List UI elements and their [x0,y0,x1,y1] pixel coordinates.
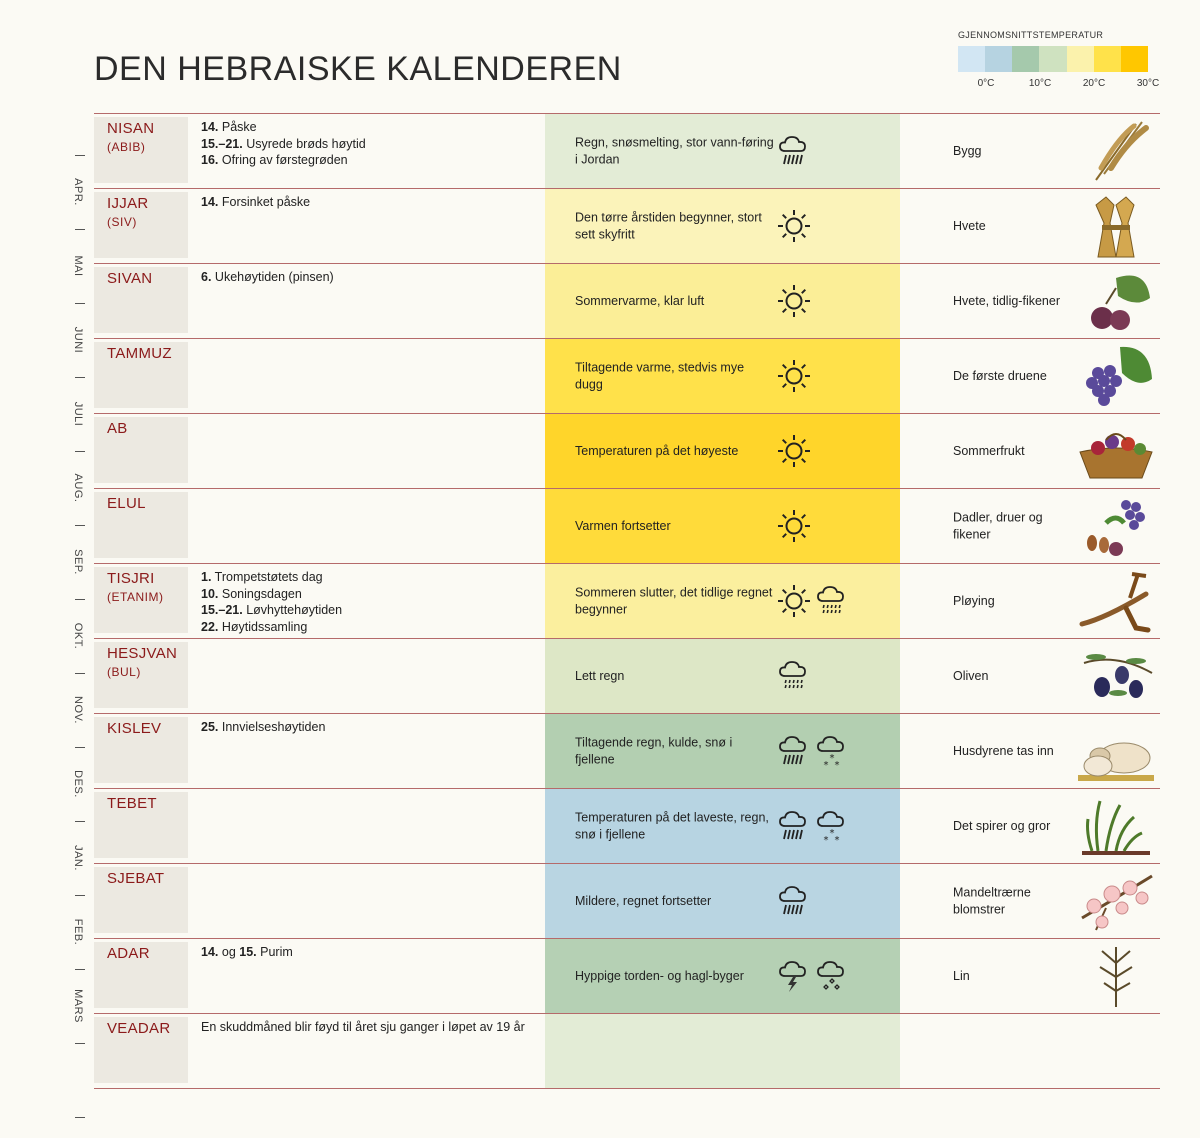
legend-title: GJENNOMSNITTSTEMPERATUR [958,30,1104,40]
weather-band [545,264,900,338]
light-rain-cloud-icon [815,584,849,618]
month-tick [75,155,85,156]
month-row [94,863,1160,938]
festival-text: Usyrede brøds høytid [242,136,366,151]
rain-cloud-icon [777,734,811,768]
light-rain-cloud-icon [777,659,811,693]
festival-date: 10. [201,586,219,601]
festival-date: 1. [201,570,212,584]
month-name: ADAR [107,945,150,962]
festival-text: og [218,945,240,959]
festival-text: Forsinket påske [218,195,311,209]
festival-date: 14. [201,945,219,959]
crop-description: Bygg [953,143,982,158]
gregorian-month-label: FEB. [72,918,84,946]
dates-grapes-icon [1076,493,1156,559]
weather-icons [777,434,811,468]
festival-date: 14. [201,120,219,134]
weather-band [545,414,900,488]
crop-description: Pløying [953,593,995,608]
gregorian-month-label: JULI [72,401,84,427]
gregorian-month-label: JUNI [72,326,84,354]
weather-band [545,564,900,638]
sun-icon [777,209,811,243]
festival-item [201,1019,541,1036]
sun-icon [777,584,811,618]
festival-item [201,569,541,586]
festival-list [201,719,541,736]
weather-band [545,789,900,863]
weather-band [545,489,900,563]
weather-icons [777,959,849,993]
crop-description: Husdyrene tas inn [953,743,1054,758]
sun-icon [777,434,811,468]
weather-description: Den tørre årstiden begynner, stort sett skyfritt [575,210,762,241]
gregorian-month-label: AUG. [72,473,84,503]
festival-list [201,944,541,961]
festival-text: Løvhyttehøytiden [242,603,343,617]
weather-icons [777,209,811,243]
festival-date: 15. [239,945,257,959]
month-tick [75,1043,85,1044]
festival-item [201,269,541,286]
month-tick [75,747,85,748]
legend-swatch [1094,46,1121,72]
crop-description: Det spirer og gror [953,818,1051,833]
weather-icons [777,884,811,918]
flax-icon [1076,943,1156,1009]
month-tick [75,451,85,452]
month-row [94,263,1160,338]
weather-band [545,1014,900,1088]
month-tick [75,599,85,600]
gregorian-month-label: APR. [72,178,84,206]
month-alt-name: (ABIB) [107,140,146,154]
crop-description: Oliven [953,668,989,683]
gregorian-month-scale [70,115,90,1080]
weather-icons [777,359,811,393]
weather-band [545,639,900,713]
legend-label-20: 20°C [1082,78,1106,89]
olives-icon [1076,643,1156,709]
fig-icon [1076,268,1156,334]
month-name: VEADAR [107,1020,171,1037]
month-row [94,713,1160,788]
crop-description: Mandeltrærne blomstrer [953,885,1031,916]
svg-text:*: * [829,753,835,764]
month-name: TISJRI [107,570,155,587]
festival-date: 16. [201,153,219,167]
fruit-basket-icon [1076,418,1156,484]
gregorian-month-label: MARS [72,989,84,1023]
month-tick [75,377,85,378]
festival-list [201,119,541,169]
legend-color-bar [958,46,1148,72]
weather-description: Mildere, regnet fortsetter [575,893,712,908]
month-name: TAMMUZ [107,345,172,362]
month-row [94,638,1160,713]
svg-text:*: * [823,835,829,843]
sheep-icon [1076,718,1156,784]
gregorian-month-label: JAN. [72,845,84,871]
crop-description: Sommerfrukt [953,443,1025,458]
rain-cloud-icon [777,884,811,918]
weather-description: Sommervarme, klar luft [575,293,705,308]
month-row [94,188,1160,263]
month-row [94,113,1160,188]
weather-description: Tiltagende regn, kulde, snø i fjellene [575,735,733,766]
barley-icon [1076,118,1156,184]
month-name: AB [107,420,128,437]
plough-icon [1076,568,1156,634]
month-name: SJEBAT [107,870,165,887]
gregorian-month-label: NOV. [72,696,84,724]
month-name: ELUL [107,495,146,512]
festival-date: 15.–21. [201,603,243,617]
temperature-legend [958,30,1158,92]
festival-text: Ukehøytiden (pinsen) [211,270,334,284]
hail-cloud-icon [815,959,849,993]
month-tick [75,229,85,230]
svg-text:*: * [823,760,829,768]
weather-icons [777,659,811,693]
weather-band [545,714,900,788]
svg-text:*: * [834,835,840,843]
crop-icon-empty [1076,1018,1156,1084]
gregorian-month-label: SEP. [72,549,84,575]
month-tick [75,821,85,822]
month-name: TEBET [107,795,157,812]
legend-swatch [958,46,985,72]
svg-text:*: * [834,760,840,768]
snow-cloud-icon [815,734,849,768]
weather-icons [777,734,849,768]
festival-text: En skuddmåned blir føyd til året sju ganger i løpet av 19 år [201,1020,525,1034]
festival-list [201,1019,541,1036]
festival-text: Høytidssamling [218,619,308,634]
month-tick [75,895,85,896]
page-title: DEN HEBRAISKE KALENDEREN [94,50,622,88]
festival-item [201,152,541,169]
gregorian-month-label: MAI [72,255,84,277]
festival-date: 6. [201,270,212,284]
legend-label-10: 10°C [1028,78,1052,89]
month-row [94,788,1160,863]
svg-text:*: * [829,828,835,839]
weather-description: Hyppige torden- og hagl-byger [575,968,744,983]
crop-description: Dadler, druer og fikener [953,510,1043,541]
festival-text: Påske [218,120,257,134]
festival-item [201,586,541,603]
month-row [94,1013,1160,1089]
weather-description: Temperaturen på det høyeste [575,443,739,458]
month-alt-name: (ETANIM) [107,590,164,604]
weather-band [545,114,900,188]
festival-list [201,194,541,211]
month-tick [75,525,85,526]
legend-swatch [985,46,1012,72]
month-name: KISLEV [107,720,162,737]
sun-icon [777,284,811,318]
grapes-icon [1076,343,1156,409]
sun-icon [777,359,811,393]
rain-cloud-icon [777,134,811,168]
month-row [94,938,1160,1013]
month-row [94,563,1160,638]
weather-band [545,939,900,1013]
festival-text: Trompetstøtets dag [211,570,323,584]
thunder-cloud-icon [777,959,811,993]
rain-cloud-icon [777,809,811,843]
calendar-table [94,113,1160,1089]
month-row [94,338,1160,413]
festival-text: Innvielseshøytiden [218,720,326,734]
month-name: NISAN [107,120,155,137]
festival-item [201,136,541,153]
festival-date: 14. [201,195,219,209]
weather-icons [777,809,849,843]
almond-blossom-icon [1076,868,1156,934]
sprouts-icon [1076,793,1156,859]
weather-icons [777,284,811,318]
sun-icon [777,509,811,543]
festival-item [201,119,541,136]
wheat-sheaf-icon [1076,193,1156,259]
gregorian-month-label: OKT. [72,622,84,650]
festival-text: Purim [256,945,293,959]
month-row [94,413,1160,488]
weather-icons [777,584,849,618]
gregorian-month-label: DES. [72,770,84,798]
festival-date: 22. [201,619,219,634]
month-tick [75,1117,85,1118]
weather-band [545,339,900,413]
month-name: IJJAR [107,195,149,212]
crop-description: Hvete, tidlig-fikener [953,293,1060,308]
weather-description: Regn, snøsmelting, stor vann-føring i Jordan [575,135,774,166]
legend-label-30: 30°C [1136,78,1160,89]
festival-item [201,944,541,961]
festival-date: 15.–21. [201,136,243,151]
legend-label-0: 0°C [977,78,995,89]
weather-icons [777,509,811,543]
festival-list [201,269,541,286]
crop-description: Lin [953,968,970,983]
festival-item [201,719,541,736]
month-name: SIVAN [107,270,153,287]
crop-description: De første druene [953,368,1047,383]
weather-description: Sommeren slutter, det tidlige regnet begynner [575,585,773,616]
weather-icons [777,134,811,168]
month-tick [75,303,85,304]
month-tick [75,673,85,674]
month-name: HESJVAN [107,645,178,662]
festival-date: 25. [201,720,219,734]
month-tick [75,969,85,970]
weather-description: Temperaturen på det laveste, regn, snø i fjellene [575,810,769,841]
crop-description: Hvete [953,218,986,233]
month-row [94,488,1160,563]
festival-item [201,619,541,636]
weather-description: Lett regn [575,668,625,683]
weather-description: Tiltagende varme, stedvis mye dugg [575,360,745,391]
weather-band [545,189,900,263]
legend-swatch [1039,46,1066,72]
weather-band [545,864,900,938]
month-alt-name: (SIV) [107,215,137,229]
legend-swatch [1121,46,1148,72]
festival-list [201,569,541,635]
weather-description: Varmen fortsetter [575,518,671,533]
legend-swatch [1012,46,1039,72]
festival-item [201,194,541,211]
month-alt-name: (BUL) [107,665,141,679]
legend-labels [958,78,1158,92]
festival-text: Soningsdagen [218,586,302,601]
legend-swatch [1067,46,1094,72]
festival-item [201,602,541,619]
snow-cloud-icon [815,809,849,843]
festival-text: Ofring av førstegrøden [218,153,348,167]
